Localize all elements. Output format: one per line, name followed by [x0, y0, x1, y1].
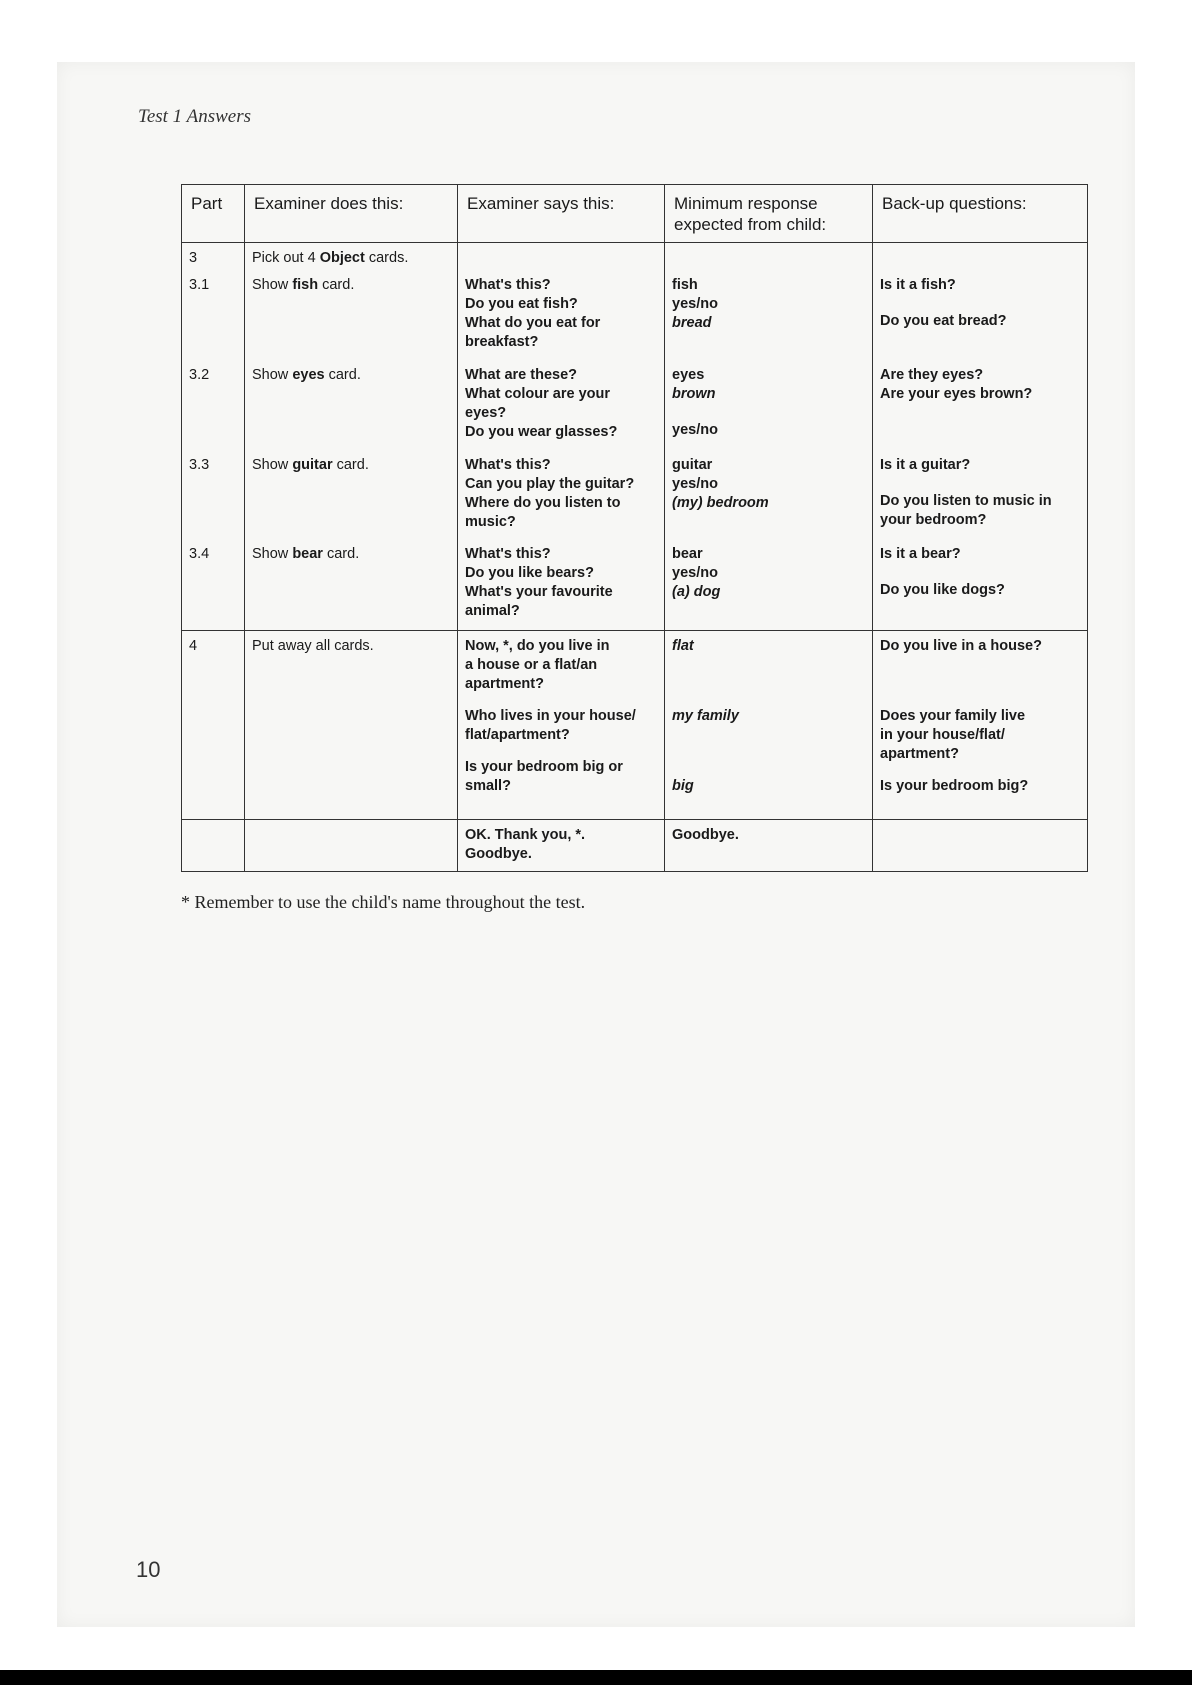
backup-line: Does your family live — [880, 708, 1026, 724]
says-line: Goodbye. — [465, 846, 532, 862]
header-examiner-does: Examiner does this: — [245, 185, 458, 243]
response-line: (my) bedroom — [672, 494, 769, 511]
table-row — [182, 545, 1088, 631]
response-line: yes/no — [672, 295, 718, 312]
part-cell: 3.4 — [182, 545, 245, 631]
says-line: What are these? — [465, 366, 577, 383]
says-line: Is your bedroom big or — [465, 759, 623, 775]
says-line: Can you play the guitar? — [465, 475, 635, 492]
examiner-says-cell — [458, 545, 665, 631]
examiner-does-cell: Put away all cards. — [245, 631, 458, 820]
examiner-says-cell — [458, 276, 665, 366]
header-backup-questions: Back-up questions: — [873, 185, 1088, 243]
footnote: * Remember to use the child's name throughout the test. — [181, 892, 586, 912]
says-line: Where do you listen to — [465, 494, 621, 511]
table-row — [182, 366, 1088, 456]
examiner-does-cell — [245, 545, 458, 631]
does-text: Show — [252, 545, 293, 562]
does-bold-text: eyes — [292, 366, 325, 383]
response-cell: Goodbye. — [665, 820, 873, 872]
does-bold-text: fish — [292, 276, 319, 293]
says-line: Do you wear glasses? — [465, 423, 618, 440]
examiner-does-cell — [245, 276, 458, 366]
backup-line: your bedroom? — [880, 511, 987, 528]
says-line: What do you eat for — [465, 314, 601, 331]
says-line: OK. Thank you, *. — [465, 827, 586, 843]
backup-line: Is it a fish? — [880, 276, 956, 293]
does-text: Show — [252, 276, 293, 293]
examiner-does-cell — [245, 243, 458, 276]
part-cell: 3.3 — [182, 456, 245, 545]
response-cell — [665, 366, 873, 456]
response-cell — [665, 545, 873, 631]
backup-line: Is your bedroom big? — [880, 778, 1029, 794]
table-row — [182, 631, 1088, 820]
table-row — [182, 276, 1088, 366]
response-line: eyes — [672, 366, 705, 383]
page-number: 10 — [136, 1557, 161, 1582]
says-line: breakfast? — [465, 333, 539, 350]
backup-cell — [873, 820, 1088, 872]
response-line: flat — [672, 638, 694, 654]
backup-line: Do you live in a house? — [880, 638, 1042, 654]
examiner-says-cell — [458, 243, 665, 276]
says-line: Do you eat fish? — [465, 295, 578, 312]
table-row — [182, 456, 1088, 545]
does-text: card. — [332, 456, 369, 473]
says-line: Now, *, do you live in — [465, 638, 610, 654]
response-line: brown — [672, 385, 716, 402]
response-line: my family — [672, 708, 739, 724]
does-text: Show — [252, 366, 293, 383]
does-text: Pick out 4 — [252, 250, 320, 266]
response-line: yes/no — [672, 564, 718, 581]
says-line: What colour are your — [465, 385, 611, 402]
part-cell: 4 — [182, 631, 245, 820]
backup-line: apartment? — [880, 746, 959, 762]
part-cell: 3.1 — [182, 276, 245, 366]
bottom-bar — [0, 1670, 1192, 1685]
says-line: What's this? — [465, 456, 551, 473]
backup-cell — [873, 631, 1088, 820]
says-line: eyes? — [465, 404, 507, 421]
backup-line: Are they eyes? — [880, 366, 984, 383]
backup-line: Do you like dogs? — [880, 581, 1005, 598]
response-line: guitar — [672, 456, 713, 473]
examiner-does-cell — [245, 366, 458, 456]
examiner-says-cell — [458, 456, 665, 545]
response-cell — [665, 276, 873, 366]
says-line: flat/apartment? — [465, 727, 570, 743]
backup-cell — [873, 366, 1088, 456]
table-row — [182, 820, 1088, 872]
response-cell — [665, 456, 873, 545]
header-part: Part — [182, 185, 245, 243]
says-line: apartment? — [465, 676, 544, 692]
response-line: yes/no — [672, 421, 718, 438]
examiner-does-cell — [245, 820, 458, 872]
does-bold-text: guitar — [292, 456, 333, 473]
backup-line: Do you listen to music in — [880, 492, 1052, 509]
header-minimum-response: Minimum response expected from child: — [665, 185, 873, 243]
response-cell — [665, 631, 873, 820]
header-examiner-says: Examiner says this: — [458, 185, 665, 243]
part-cell — [182, 820, 245, 872]
backup-line: Are your eyes brown? — [880, 385, 1033, 402]
response-line: big — [672, 778, 694, 794]
examiner-does-cell — [245, 456, 458, 545]
does-text: card. — [324, 366, 361, 383]
backup-cell — [873, 456, 1088, 545]
part-cell: 3 — [182, 243, 245, 276]
does-text: card. — [322, 545, 360, 562]
does-text: Show — [252, 456, 293, 473]
says-line: Who lives in your house/ — [465, 708, 636, 724]
examiner-says-cell — [458, 366, 665, 456]
backup-line: Is it a bear? — [880, 545, 961, 562]
says-line: animal? — [465, 602, 520, 619]
backup-cell — [873, 243, 1088, 276]
says-line: What's your favourite — [465, 583, 613, 600]
backup-line: in your house/flat/ — [880, 727, 1005, 743]
response-cell — [665, 243, 873, 276]
response-line: bear — [672, 545, 703, 562]
says-line: small? — [465, 778, 511, 794]
response-line: yes/no — [672, 475, 718, 492]
backup-line: Do you eat bread? — [880, 312, 1007, 329]
says-line: a house or a flat/an — [465, 657, 598, 673]
does-text: cards. — [364, 250, 409, 266]
examiner-says-cell — [458, 631, 665, 820]
answers-table — [181, 184, 1088, 872]
does-text: card. — [318, 276, 355, 293]
does-bold-text: bear — [292, 545, 323, 562]
backup-line: Is it a guitar? — [880, 456, 971, 473]
backup-cell — [873, 276, 1088, 366]
says-line: music? — [465, 513, 516, 530]
backup-cell — [873, 545, 1088, 631]
does-bold-text: Object — [319, 250, 365, 266]
page-header: Test 1 Answers — [138, 106, 251, 127]
says-line: What's this? — [465, 545, 551, 562]
examiner-says-cell — [458, 820, 665, 872]
table-header-row — [182, 185, 1088, 243]
response-line: bread — [672, 314, 712, 331]
response-line: (a) dog — [672, 583, 721, 600]
says-line: What's this? — [465, 276, 551, 293]
says-line: Do you like bears? — [465, 564, 594, 581]
part-cell: 3.2 — [182, 366, 245, 456]
response-line: fish — [672, 276, 698, 293]
table-row — [182, 243, 1088, 276]
